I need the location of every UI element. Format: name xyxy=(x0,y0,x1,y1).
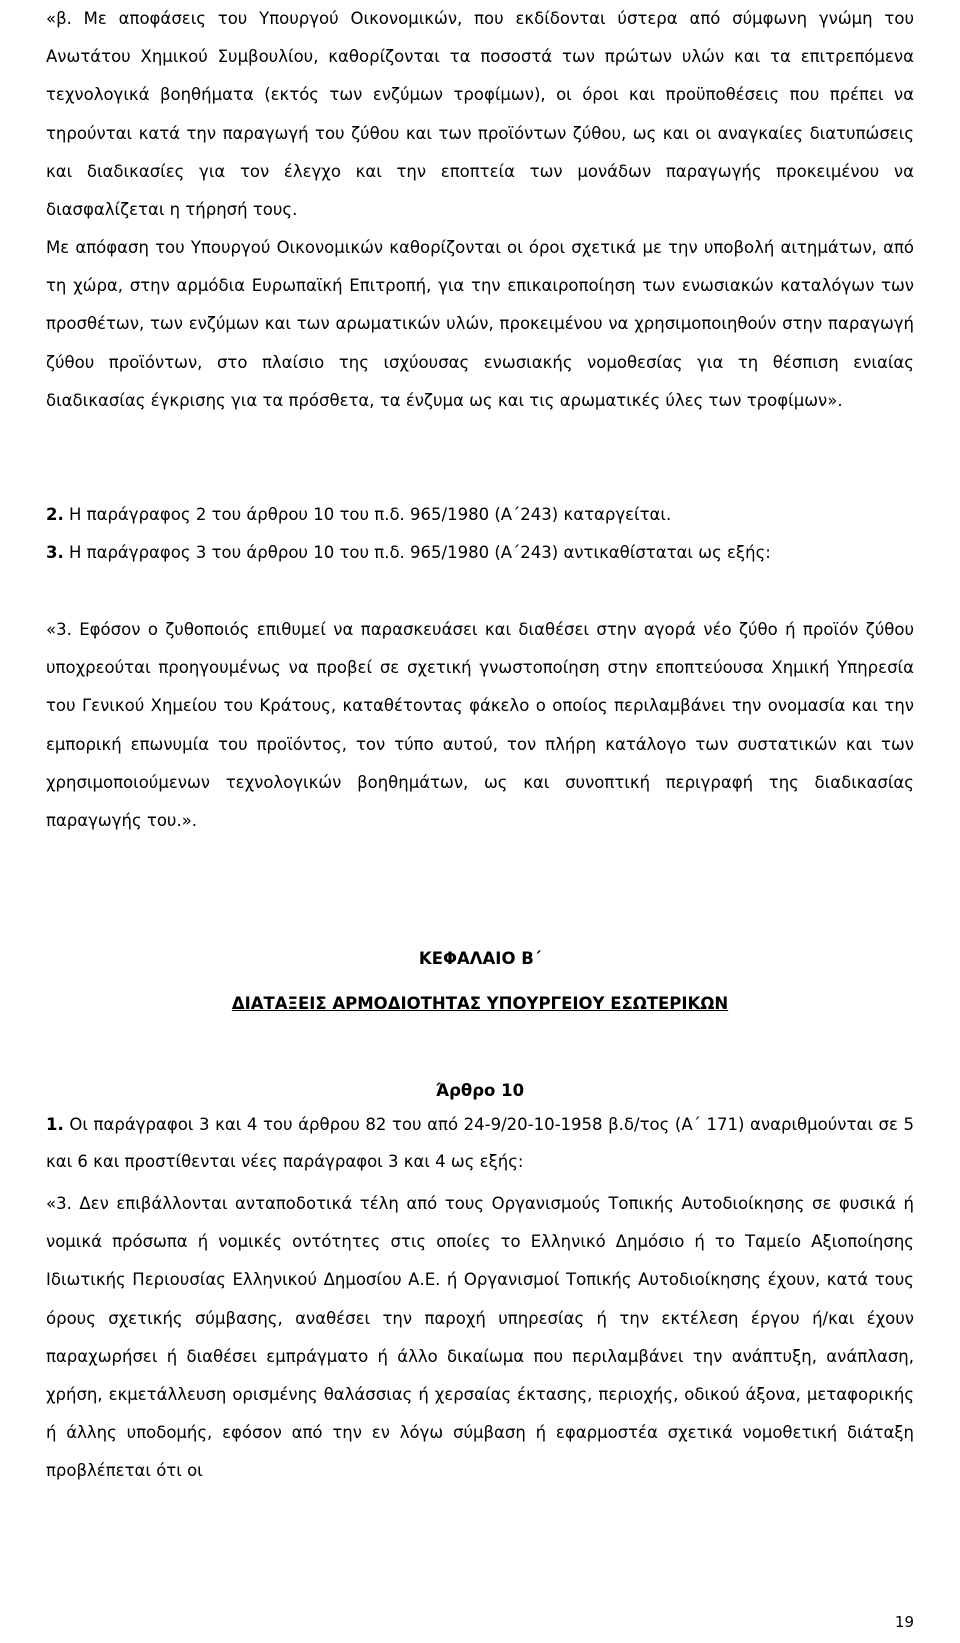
paragraph-number: 3. xyxy=(46,543,64,562)
article-paragraph-quoted-3 xyxy=(46,1185,914,1491)
paragraph-text: «β. Με αποφάσεις του Υπουργού Οικονομικών, που εκδίδονται ύστερα από σύμφωνη γνώμη του Ανωτάτου Χημικού Συμβουλίου, καθορίζονται τα ποσοστά των πρώτων υλών και τα επιτρεπόμενα τεχνολογικά βοηθήματα (εκτός των ενζύμων τροφίμων), οι όροι και προϋποθέσεις που πρέπει να τηρούνται κατά την παραγωγή του ζύθου και των προϊόντων ζύθου, ως και οι αναγκαίες διατυπώσεις και διαδικασίες για τον έλεγχο και την εποπτεία των μονάδων παραγωγής προκειμένου να διασφαλίζεται η τήρησή τους. xyxy=(46,9,914,220)
paragraph-number: 2. xyxy=(46,505,64,524)
paragraph-text: «3. Εφόσον ο ζυθοποιός επιθυμεί να παρασκευάσει και διαθέσει στην αγορά νέο ζύθο ή προϊόν ζύθου υποχρεούται προηγουμένως να προβεί σε σχετική γνωστοποίηση στην εποπτεύουσα Χημική Υπηρεσία του Γενικού Χημείου του Κράτους, καταθέτοντας φάκελο ο οποίος περιλαμβάνει την ονομασία και την εμπορική επωνυμία του προϊόντος, τον τύπο αυτού, τον πλήρη κατάλογο των συστατικών και των χρησιμοποιούμενων τεχνολογικών βοηθημάτων, ως και συνοπτική περιγραφή της διαδικασίας παραγωγής του.». xyxy=(46,620,914,831)
chapter-title-text: ΚΕΦΑΛΑΙΟ Β΄ xyxy=(418,949,542,968)
paragraph-beta xyxy=(46,0,914,229)
paragraph-text: Με απόφαση του Υπουργού Οικονομικών καθορίζονται οι όροι σχετικά με την υποβολή αιτημάτων, από τη χώρα, στην αρμόδια Ευρωπαϊκή Επιτροπή, για την επικαιροποίηση των ενωσιακών καταλόγων των προσθέτων, των ενζύμων και των αρωματικών υλών, προκειμένου να χρησιμοποιηθούν στην παραγωγή ζύθου προϊόντων, στο πλαίσιο της ισχύουσας ενωσιακής νομοθεσίας για τη θέσπιση ενιαίας διαδικασίας έγκρισης για τα πρόσθετα, τα ένζυμα ως και τις αρωματικές ύλες των τροφίμων». xyxy=(46,238,914,410)
paragraph-text: Η παράγραφος 2 του άρθρου 10 του π.δ. 965/1980 (Α΄243) καταργείται. xyxy=(63,505,672,524)
page-number: 19 xyxy=(894,1613,914,1631)
chapter-subtitle xyxy=(46,989,914,1019)
chapter-title xyxy=(46,944,914,974)
paragraph-2 xyxy=(46,496,914,534)
article-paragraph-1 xyxy=(46,1107,914,1180)
paragraph-ministerial-decision xyxy=(46,229,914,420)
paragraph-text: Η παράγραφος 3 του άρθρου 10 του π.δ. 965/1980 (Α΄243) αντικαθίσταται ως εξής: xyxy=(63,543,771,562)
paragraph-number: 1. xyxy=(46,1115,64,1134)
chapter-subtitle-text: ΔΙΑΤΑΞΕΙΣ ΑΡΜΟΔΙΟΤΗΤΑΣ ΥΠΟΥΡΓΕΙΟΥ ΕΣΩΤΕΡΙΚΩΝ xyxy=(231,994,729,1013)
paragraph-text: Οι παράγραφοι 3 και 4 του άρθρου 82 του από 24-9/20-10-1958 β.δ/τος (Α΄ 171) αναριθμούνται σε 5 και 6 και προστίθενται νέες παράγραφοι 3 και 4 ως εξής: xyxy=(46,1115,914,1171)
article-title xyxy=(46,1076,914,1106)
paragraph-text: «3. Δεν επιβάλλονται ανταποδοτικά τέλη από τους Οργανισμούς Τοπικής Αυτοδιοίκησης σε φυσικά ή νομικά πρόσωπα ή νομικές οντότητες στις οποίες το Ελληνικό Δημόσιο ή το Ταμείο Αξιοποίησης Ιδιωτικής Περιουσίας Ελληνικού Δημοσίου Α.Ε. ή Οργανισμοί Τοπικής Αυτοδιοίκησης έχουν, κατά τους όρους σχετικής σύμβασης, αναθέσει την παροχή υπηρεσίας ή την εκτέλεση έργου ή/και έχουν παραχωρήσει ή διαθέσει εμπράγματο ή άλλο δικαίωμα που περιλαμβάνει την ανάπτυξη, ανάπλαση, χρήση, εκμετάλλευση ορισμένης θαλάσσιας ή χερσαίας έκτασης, περιοχής, οδικού άξονα, μεταφορικής ή άλλης υποδομής, εφόσον από την εν λόγω σύμβαση ή εφαρμοστέα σχετικά νομοθετική διάταξη προβλέπεται ότι οι xyxy=(46,1194,914,1481)
article-title-text: Άρθρο 10 xyxy=(435,1081,525,1100)
paragraph-quoted-3 xyxy=(46,611,914,840)
paragraph-3 xyxy=(46,534,914,572)
